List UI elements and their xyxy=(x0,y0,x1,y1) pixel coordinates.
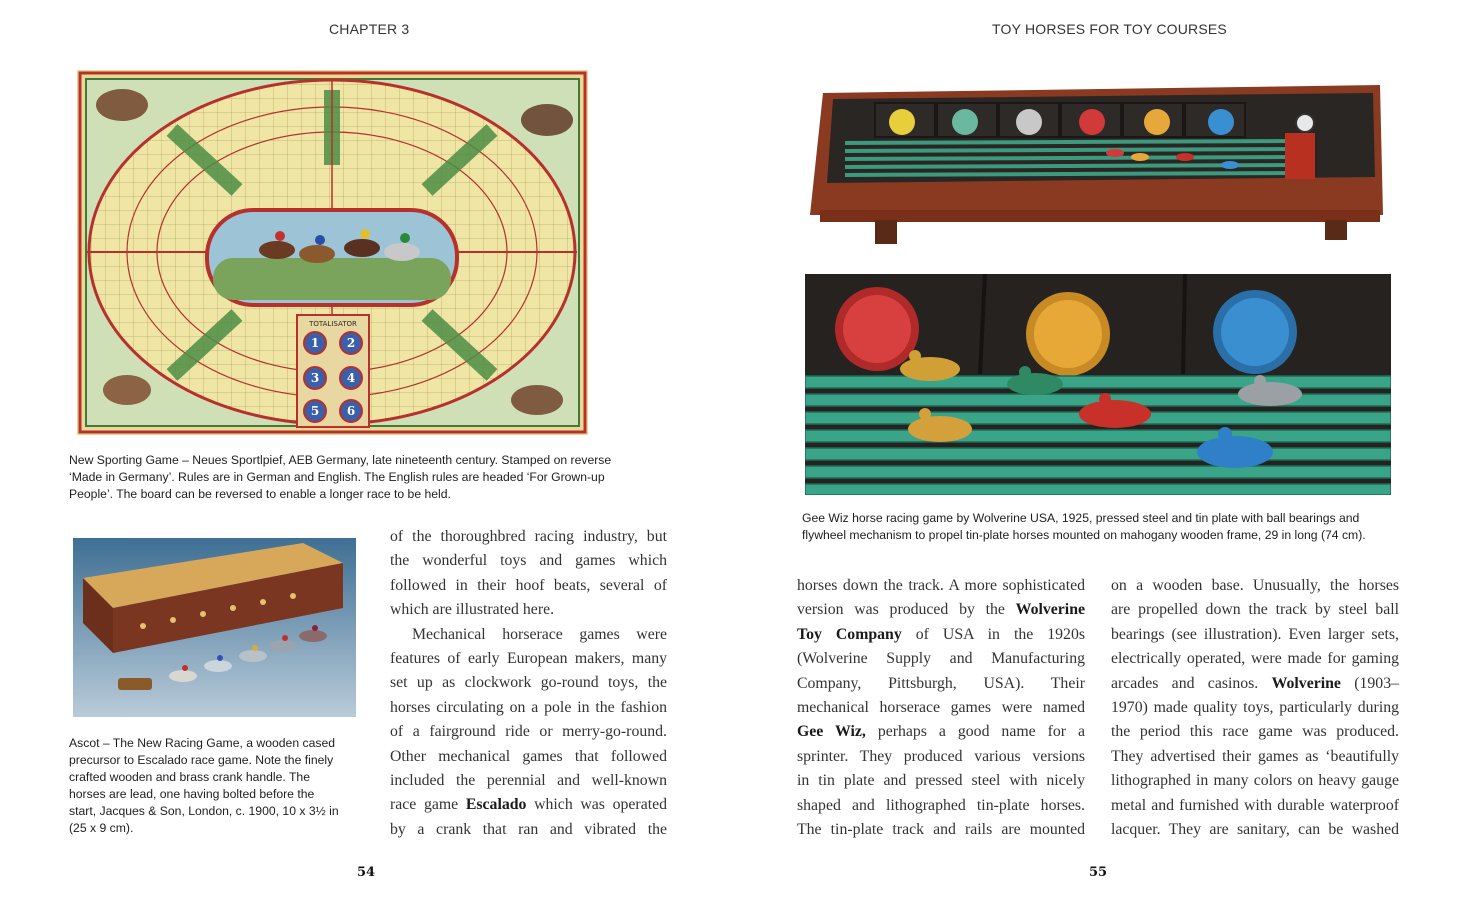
page-number-right: 55 xyxy=(1089,865,1108,880)
text-line: metal and furnished with durable waterproof xyxy=(1111,796,1399,814)
ascot-illustration xyxy=(73,538,356,717)
text-line: horses down the track. A more sophisticated xyxy=(797,577,1085,594)
text-line: lithographed in many colors on heavy gauge xyxy=(1111,772,1399,790)
tote-number: 1 xyxy=(310,336,320,350)
text-line: horses circulating on a pole in the fashion xyxy=(390,698,667,716)
text-line: the wonderful toys and games which xyxy=(390,552,667,570)
caption-line: flywheel mechanism to propel tin-plate horses mounted on mahogany wooden frame, 29 in long (74 cm). xyxy=(802,528,1366,542)
text-line: followed in their hoof beats, several of xyxy=(390,576,667,594)
board-illustration xyxy=(77,70,588,435)
gee-wiz-detail-illustration xyxy=(805,274,1391,495)
text-line: features of early European makers, many xyxy=(390,649,667,667)
tote-number: 6 xyxy=(346,404,356,418)
caption-line: People’. The board can be reversed to enable a longer race to be held. xyxy=(69,487,451,501)
sporting-game-board-photo xyxy=(77,70,588,435)
gee-wiz-bold: Gee Wiz, xyxy=(797,723,866,741)
text-line: of a fairground ride or merry-go-round. xyxy=(390,723,667,741)
right-body-col2 xyxy=(1111,574,1399,842)
escalado-bold: Escalado xyxy=(465,796,527,814)
caption-line: horses are lead, one having bolted before the xyxy=(69,787,315,801)
text-line: Other mechanical games that followed xyxy=(390,747,667,765)
caption-line: start, Jacques & Son, London, c. 1900, 10 x 3½ in xyxy=(69,804,339,818)
text-line: (Wolverine Supply and Manufacturing xyxy=(797,650,1085,668)
text-line: of the thoroughbred racing industry, but xyxy=(390,528,667,545)
left-body-text xyxy=(390,525,667,842)
gee-wiz-full-photo xyxy=(805,85,1387,245)
text-fragment: which was operated xyxy=(526,796,668,814)
figure2-caption xyxy=(69,735,369,837)
right-body-col1 xyxy=(797,574,1085,842)
page-number-left: 54 xyxy=(357,865,376,880)
tote-number: 4 xyxy=(346,371,356,385)
text-line xyxy=(797,598,1085,622)
text-line: included the perennial and well-known xyxy=(390,771,667,789)
caption-line: crafted wooden and brass crank handle. The xyxy=(69,770,310,784)
text-line xyxy=(1111,672,1399,696)
text-line: Mechanical horserace games were xyxy=(412,625,667,643)
text-line: on a wooden base. Unusually, the horses xyxy=(1111,577,1399,594)
text-line: set up as clockwork go-round toys, the xyxy=(390,674,667,692)
caption-line: Gee Wiz horse racing game by Wolverine USA, 1925, pressed steel and tin plate with ball bearings and xyxy=(802,511,1360,525)
text-line: lacquer. They are sanitary, can be washed xyxy=(1111,820,1399,838)
text-line: 1970) made quality toys, particularly during xyxy=(1111,698,1399,716)
text-line: sprinter. They produced various versions xyxy=(797,747,1085,765)
caption-line: Ascot – The New Racing Game, a wooden cased xyxy=(69,736,336,750)
text-line: in tin plate and pressed steel with nicely xyxy=(797,772,1085,790)
text-line xyxy=(390,793,667,817)
caption-line: (25 x 9 cm). xyxy=(69,821,134,835)
text-line: The tin-plate track and rails are mounted xyxy=(797,820,1085,838)
tote-number: 5 xyxy=(310,404,320,418)
text-line: the period this race game was produced. xyxy=(1111,723,1399,741)
gee-wiz-full-illustration xyxy=(805,85,1387,245)
text-line xyxy=(797,623,1085,647)
caption-line: New Sporting Game – Neues Sportlpief, AEB Germany, late nineteenth century. Stamped on reverse xyxy=(69,453,612,467)
figure1-caption xyxy=(69,452,669,503)
text-line: by a crank that ran and vibrated the xyxy=(390,820,667,838)
text-line: Company, Pittsburgh, USA). Their xyxy=(797,674,1085,692)
figure3-caption xyxy=(802,510,1442,544)
wolverine-bold: Wolverine xyxy=(1015,601,1085,619)
text-line: mechanical horserace games were named xyxy=(797,698,1085,716)
text-fragment: version was produced by the xyxy=(797,601,1016,619)
text-line: which are illustrated here. xyxy=(390,601,555,619)
tote-number: 3 xyxy=(310,371,320,385)
text-fragment: (1903– xyxy=(1340,674,1399,692)
text-line: They advertised their games as ‘beautifully xyxy=(1111,747,1399,765)
ascot-racing-game-photo xyxy=(73,538,356,717)
text-fragment: of USA in the 1920s xyxy=(901,625,1085,643)
text-fragment: arcades and casinos. xyxy=(1111,674,1272,692)
gee-wiz-detail-photo xyxy=(805,274,1391,495)
text-line: shaped and lithographed tin-plate horses. xyxy=(797,796,1085,814)
text-fragment: race game xyxy=(390,796,466,814)
caption-line: precursor to Escalado race game. Note the finely xyxy=(69,753,334,767)
totalisator-label: TOTALISATOR xyxy=(309,320,357,328)
text-fragment: perhaps a good name for a xyxy=(865,723,1085,741)
wolverine-bold: Wolverine xyxy=(1271,674,1341,692)
running-header: TOY HORSES FOR TOY COURSES xyxy=(992,21,1227,37)
tote-number: 2 xyxy=(346,336,356,350)
toy-company-bold: Toy Company xyxy=(797,625,902,643)
text-line: bearings (see illustration). Even larger sets, xyxy=(1111,625,1399,643)
text-line: electrically operated, were made for gaming xyxy=(1111,650,1399,668)
text-line: are propelled down the track by steel ball xyxy=(1111,601,1399,619)
chapter-header: CHAPTER 3 xyxy=(329,21,410,37)
text-line xyxy=(797,720,1085,744)
caption-line: ‘Made in Germany’. Rules are in German and English. The English rules are headed ‘For Grown-up xyxy=(69,470,605,484)
